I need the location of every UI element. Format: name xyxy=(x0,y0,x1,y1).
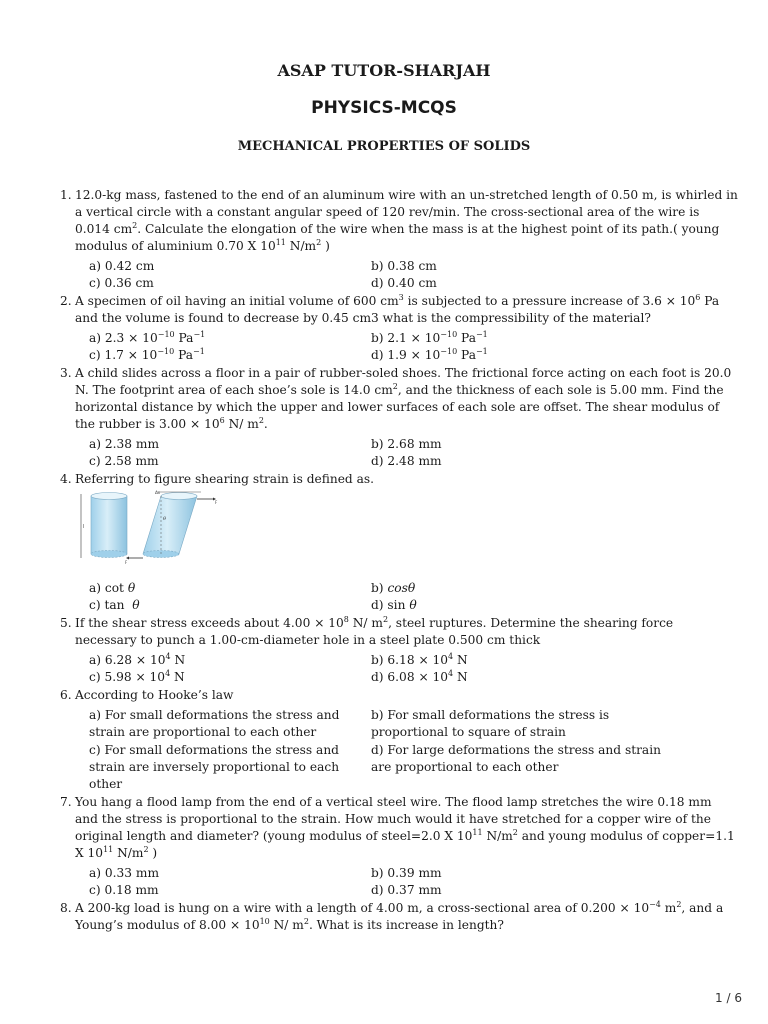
svg-text:Δx: Δx xyxy=(155,490,161,495)
question-item xyxy=(58,615,738,686)
question-item xyxy=(58,794,738,899)
answer-options xyxy=(89,580,738,614)
page-title: ASAP TUTOR-SHARJAH xyxy=(277,61,491,80)
svg-text:l: l xyxy=(83,524,85,530)
answer-options xyxy=(89,258,738,292)
question-stem: A 200-kg load is hung on a wire with a length of 4.00 m, a cross-sectional area of $0.200 \times 10^{-4}$ $m^2$, and a Young’s modulus of $8.00 \times 10^{10}$ N/ $m^2$. What is its increase in length? xyxy=(75,900,724,932)
question-item xyxy=(58,293,738,364)
answer-option: c) For small deformations the stress and strain are inversely proportional to each other xyxy=(89,743,340,791)
question-stem: A child slides across a floor in a pair of rubber-soled shoes. The frictional force acting on each foot is 20.0 N. The footprint area of each shoe’s sole is 14.0 $cm^2$, and the thickness of each sole is 5.00 mm. Find the horizontal distance by which the upper and lower surfaces of each sole are offset. The shear modulus of the rubber is $3.00 \times 10^6$ N/ $m^2$. xyxy=(75,366,732,431)
answer-option: d) 0.37 mm xyxy=(371,883,442,897)
answer-options xyxy=(89,330,738,364)
question-item xyxy=(58,471,738,614)
answer-option: c) $5.98 \times 10^4$ N xyxy=(89,669,185,684)
answer-option: c) $1.7 \times 10^{-10}$ $Pa^{-1}$ xyxy=(89,347,205,362)
question-stem: You hang a flood lamp from the end of a vertical steel wire. The flood lamp stretches the wire 0.18 mm and the stress is proportional to the strain. How much would it have stretched for a copper wire of the original length and diameter? (young modulus of steel=2.0 X $10^{11}$ $N/m^2$ and young modulus of copper=1.1 X $10^{11}$ $N/m^2$ ) xyxy=(75,795,735,860)
svg-text:F: F xyxy=(215,500,218,505)
question-item xyxy=(58,687,738,793)
question-number: 3. xyxy=(60,366,72,380)
answer-option: d) For large deformations the stress and strain are proportional to each other xyxy=(371,743,661,774)
answer-options xyxy=(89,436,738,470)
answer-option: b) 2.68 mm xyxy=(371,437,442,451)
answer-option: d) sin θ xyxy=(371,598,417,612)
answer-option: a) $6.28 \times 10^4$ N xyxy=(89,652,186,667)
answer-options xyxy=(89,865,738,899)
chapter-title: MECHANICAL PROPERTIES OF SOLIDS xyxy=(237,139,531,154)
answer-option: d) 2.48 mm xyxy=(371,454,442,468)
svg-text:F: F xyxy=(125,560,128,565)
answer-option: b) 0.39 mm xyxy=(371,866,442,880)
answer-option: a) cot θ xyxy=(89,581,136,595)
answer-option: a) For small deformations the stress and strain are proportional to each other xyxy=(89,708,340,739)
shear-strain-figure xyxy=(77,490,227,566)
page-number: 1 / 6 xyxy=(715,991,742,1005)
question-item xyxy=(58,900,738,934)
answer-option: d) 0.40 cm xyxy=(371,276,437,290)
question-number: 4. xyxy=(60,472,72,486)
answer-option: c) 2.58 mm xyxy=(89,454,159,468)
svg-text:θ: θ xyxy=(163,516,167,522)
question-number: 1. xyxy=(60,188,72,202)
answer-option: d) $6.08 \times 10^4$ N xyxy=(371,669,468,684)
question-stem: A specimen of oil having an initial volume of 600 $cm^3$ is subjected to a pressure increase of $3.6 \times 10^6$ Pa and the volume is found to decrease by 0.45 cm3 what is the compressibility of the material? xyxy=(75,293,720,325)
question-stem: Referring to figure shearing strain is defined as. xyxy=(75,472,374,486)
answer-option: b) $6.18 \times 10^4$ N xyxy=(371,652,468,667)
answer-option: c) 0.36 cm xyxy=(89,276,154,290)
question-stem: According to Hooke’s law xyxy=(75,688,234,702)
answer-option: b) $2.1 \times 10^{-10}$ $Pa^{-1}$ xyxy=(371,330,488,345)
answer-option: b) cosθ xyxy=(371,581,416,595)
answer-option: a) 0.33 mm xyxy=(89,866,160,880)
question-item xyxy=(58,365,738,470)
question-number: 7. xyxy=(60,795,72,809)
answer-option: a) 2.38 mm xyxy=(89,437,160,451)
question-stem: If the shear stress exceeds about $4.00 \times 10^8$ N/ $m^2$, steel ruptures. Determine the shearing force necessary to punch a 1.00-cm-diameter hole in a steel plate 0.500 cm thick xyxy=(75,615,674,647)
answer-option: c) 0.18 mm xyxy=(89,883,159,897)
answer-options xyxy=(89,707,738,793)
question-list xyxy=(58,187,738,934)
answer-option: a) 0.42 cm xyxy=(89,259,155,273)
page-subtitle: PHYSICS-MCQS xyxy=(311,98,457,118)
answer-option: b) For small deformations the stress is proportional to square of strain xyxy=(371,708,610,739)
question-number: 6. xyxy=(60,688,72,702)
answer-option: b) 0.38 cm xyxy=(371,259,437,273)
answer-options xyxy=(89,652,738,686)
question-stem: 12.0-kg mass, fastened to the end of an aluminum wire with an un-stretched length of 0.50 m, is whirled in a vertical circle with a constant angular speed of 120 rev/min. The cross-sectional area of the wire is 0.014 $cm^2$. Calculate the elongation of the wire when the mass is at the highest point of its path.( young modulus of aluminium 0.70 X $10^{11}$ $N/m^2$ ) xyxy=(75,188,738,253)
answer-option: c) tan θ xyxy=(89,598,140,612)
question-number: 5. xyxy=(60,616,72,630)
answer-option: a) $2.3 \times 10^{-10}$ $Pa^{-1}$ xyxy=(89,330,206,345)
question-number: 2. xyxy=(60,294,72,308)
answer-option: d) $1.9 \times 10^{-10}$ $Pa^{-1}$ xyxy=(371,347,488,362)
question-item xyxy=(58,187,738,292)
question-number: 8. xyxy=(60,901,72,915)
